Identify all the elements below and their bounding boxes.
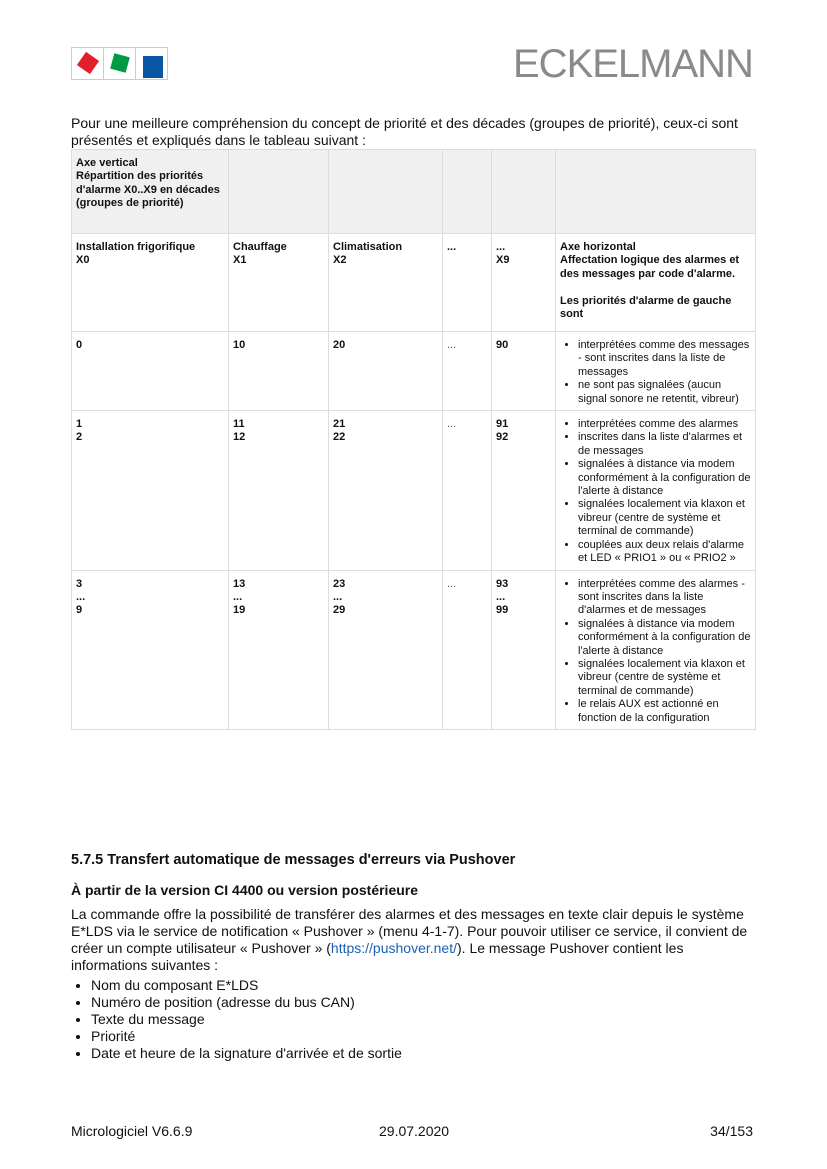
table-cell: Axe horizontal Affectation logique des alarmes et des messages par code d'alarme. Les priorités d'alarme de gauche sont: [556, 234, 756, 332]
info-list: [71, 977, 402, 1062]
bullet-item: • interprétées comme des messages - sont inscrites dans la liste de messages: [578, 339, 751, 379]
bullet-item: • interprétées comme des alarmes: [578, 418, 751, 431]
bullet-item: • interprétées comme des alarmes - sont inscrites dans la liste d'alarmes et de messages: [578, 578, 751, 618]
table-cell: ...: [443, 411, 492, 570]
footer-page: 34/153: [710, 1123, 753, 1139]
table-cell: Chauffage X1: [229, 234, 329, 332]
table-cell: [556, 150, 756, 234]
bullet-item: • le relais AUX est actionné en fonction de la configuration: [578, 698, 751, 725]
bullet-list: [560, 339, 751, 406]
table-cell: Installation frigorifique X0: [72, 234, 229, 332]
table-cell: Climatisation X2: [329, 234, 443, 332]
table-cell: 3 ... 9: [72, 570, 229, 729]
table-cell: [443, 150, 492, 234]
table-cell: 13 ... 19: [229, 570, 329, 729]
table-row: [72, 234, 756, 332]
table-row: [72, 332, 756, 411]
bullet-item: • inscrites dans la liste d'alarmes et de messages: [578, 431, 751, 458]
table-cell: ... X9: [492, 234, 556, 332]
bullet-item: • signalées à distance via modem conformément à la configuration de l'alerte à distance: [578, 618, 751, 658]
footer-version: Micrologiciel V6.6.9: [71, 1123, 193, 1139]
section-subtitle: À partir de la version CI 4400 ou version postérieure: [71, 882, 419, 898]
paragraph-text: ). Le message Pushover contient les informations suivantes :: [71, 940, 684, 973]
table-cell: [229, 150, 329, 234]
table-cell: [329, 150, 443, 234]
list-item: • Date et heure de la signature d'arrivée et de sortie: [91, 1045, 402, 1062]
table-cell: 93 ... 99: [492, 570, 556, 729]
bullet-list: [560, 418, 751, 565]
list-item: • Numéro de position (adresse du bus CAN): [91, 994, 402, 1011]
company-logo: [71, 47, 168, 80]
table-cell: 20: [329, 332, 443, 411]
description-cell: [556, 411, 756, 570]
bullet-item: • ne sont pas signalées (aucun signal sonore ne retentit, vibreur): [578, 379, 751, 406]
table-cell: Axe vertical Répartition des priorités d'alarme X0..X9 en décades (groupes de priorité): [72, 150, 229, 234]
bullet-list: [560, 578, 751, 725]
paragraph-text: La commande offre la possibilité de transférer des alarmes et des messages en texte clair depuis le système E*LDS via le service de notification « Pushover » (menu 4-1-7). Pour pouvoir utiliser ce service, il convient de créer un compte utilisateur « Pushover » (: [71, 906, 748, 956]
intro-paragraph: Pour une meilleure compréhension du concept de priorité et des décades (groupes de priorité), ceux-ci sont présentés et expliqués dans le tableau suivant :: [71, 115, 738, 148]
table-cell: ...: [443, 332, 492, 411]
bullet-item: • signalées localement via klaxon et vibreur (centre de système et terminal de commande): [578, 498, 751, 538]
table-cell: 91 92: [492, 411, 556, 570]
table-cell: 21 22: [329, 411, 443, 570]
list-item: • Texte du message: [91, 1011, 402, 1028]
section-title: 5.7.5 Transfert automatique de messages d'erreurs via Pushover: [71, 852, 516, 868]
bullet-item: • signalées à distance via modem conformément à la configuration de l'alerte à distance: [578, 458, 751, 498]
pushover-link[interactable]: https://pushover.net/: [330, 940, 457, 956]
table-cell: 0: [72, 332, 229, 411]
bullet-item: • couplées aux deux relais d'alarme et LED « PRIO1 » ou « PRIO2 »: [578, 539, 751, 566]
bullet-item: • signalées localement via klaxon et vibreur (centre de système et terminal de commande): [578, 658, 751, 698]
table-cell: 1 2: [72, 411, 229, 570]
footer-date: 29.07.2020: [379, 1123, 450, 1139]
description-cell: [556, 332, 756, 411]
section-paragraph: [71, 906, 761, 974]
table-row: [72, 150, 756, 234]
brand-name: ECKELMANN: [513, 42, 753, 86]
table-cell: 23 ... 29: [329, 570, 443, 729]
table-row: [72, 570, 756, 729]
priority-table: [71, 149, 756, 730]
list-item: • Nom du composant E*LDS: [91, 977, 402, 994]
table-cell: 10: [229, 332, 329, 411]
table-cell: [492, 150, 556, 234]
table-cell: ...: [443, 570, 492, 729]
table-row: [72, 411, 756, 570]
table-cell: 90: [492, 332, 556, 411]
table-cell: ...: [443, 234, 492, 332]
table-cell: 11 12: [229, 411, 329, 570]
description-cell: [556, 570, 756, 729]
list-item: • Priorité: [91, 1028, 402, 1045]
